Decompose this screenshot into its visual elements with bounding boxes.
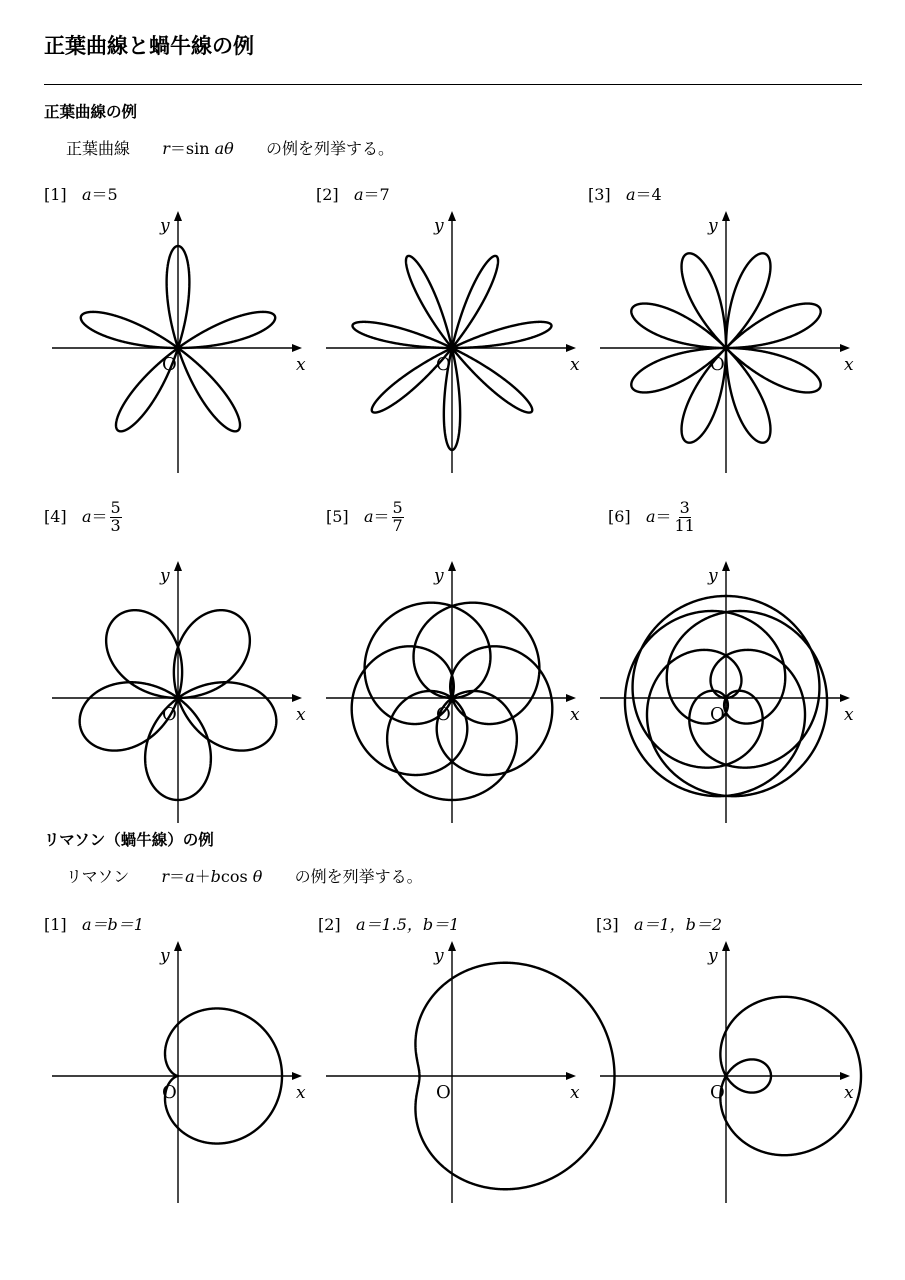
rose-plot-2 (314, 205, 594, 485)
y-axis-arrow (174, 211, 182, 221)
rose-label-4-den: 3 (110, 515, 121, 535)
rose-label-1-var: a (81, 185, 92, 204)
y-axis-arrow (722, 561, 730, 571)
rose-label-3-index: [3] (588, 185, 611, 204)
rose-label-4-num: 5 (110, 498, 121, 517)
limacon-label-3-index: [3] (596, 915, 619, 934)
page-title: 正葉曲線と蝸牛線の例 (44, 34, 254, 58)
rose-label-5-fraction (392, 500, 404, 535)
limacon-plot-2 (314, 935, 594, 1215)
limacon-label-1-text: a＝b＝1 (81, 915, 144, 934)
rose-label-5-eq: ＝ (373, 506, 390, 526)
rose-plot-4 (40, 555, 320, 835)
rose-plot-1 (40, 205, 320, 485)
rose-label-4-eq: ＝ (91, 506, 108, 526)
x-axis-arrow (566, 694, 576, 702)
rose-eq-r: r (162, 139, 170, 158)
rose-plot-3 (588, 205, 868, 485)
y-axis-label: y (434, 946, 444, 966)
y-axis-arrow (174, 561, 182, 571)
rose-intro-lead: 正葉曲線 (66, 139, 131, 158)
rose-label-6-var: a (645, 506, 656, 526)
limacon-eq-a: a (185, 867, 195, 886)
rose-plot-5 (314, 555, 594, 835)
x-axis-label: x (570, 705, 580, 725)
y-axis-label: y (160, 566, 170, 586)
y-axis-label: y (434, 566, 444, 586)
origin-label: O (162, 354, 177, 375)
x-axis-label: x (296, 1083, 306, 1103)
limacon-label-2 (318, 912, 459, 935)
origin-label: O (162, 704, 177, 725)
rose-label-4-var: a (81, 506, 92, 526)
rose-label-2-index: [2] (316, 185, 339, 204)
rose-intro (66, 136, 394, 159)
origin-label: O (436, 354, 451, 375)
y-axis-arrow (448, 211, 456, 221)
limacon-eq-b: b (210, 867, 221, 886)
y-axis-label: y (708, 946, 718, 966)
x-axis-arrow (840, 344, 850, 352)
x-axis-arrow (566, 344, 576, 352)
x-axis-arrow (292, 1072, 302, 1080)
rose-label-1-value: 5 (107, 185, 118, 204)
limacon-plot-1 (40, 935, 320, 1215)
x-axis-arrow (566, 1072, 576, 1080)
limacon-eq-theta: θ (252, 867, 263, 886)
limacon-eq-cos: cos (220, 867, 248, 886)
rose-label-6-num: 3 (679, 498, 690, 517)
x-axis-label: x (844, 1083, 854, 1103)
x-axis-arrow (840, 1072, 850, 1080)
x-axis-arrow (292, 694, 302, 702)
rose-label-4 (44, 500, 122, 535)
rose-label-6-eq: ＝ (655, 506, 672, 526)
y-axis-label: y (708, 566, 718, 586)
rose-label-3-eq: ＝ (635, 185, 652, 204)
x-axis-arrow (292, 344, 302, 352)
rose-label-5-var: a (363, 506, 374, 526)
rose-label-1-eq: ＝ (91, 185, 108, 204)
limacon-plot-3 (588, 935, 868, 1215)
rose-label-3 (588, 182, 662, 205)
rose-label-5 (326, 500, 404, 535)
y-axis-arrow (448, 941, 456, 951)
limacon-label-1 (44, 912, 144, 935)
origin-label: O (436, 1082, 451, 1103)
x-axis-label: x (570, 355, 580, 375)
rose-label-6 (608, 500, 696, 535)
x-axis-arrow (840, 694, 850, 702)
y-axis-arrow (448, 561, 456, 571)
rose-label-6-den: 11 (674, 515, 695, 535)
rose-label-5-num: 5 (392, 498, 403, 517)
rose-label-1 (44, 182, 118, 205)
rose-label-2-eq: ＝ (363, 185, 380, 204)
origin-label: O (436, 704, 451, 725)
limacon-label-3 (596, 912, 722, 935)
x-axis-label: x (570, 1083, 580, 1103)
limacon-eq-plus: ＋ (194, 867, 211, 886)
x-axis-label: x (844, 705, 854, 725)
limacon-eq-equals: ＝ (169, 867, 186, 886)
limacon-intro-lead: リマソン (66, 867, 130, 886)
rose-label-3-var: a (625, 185, 636, 204)
limacon-intro-tail: の例を列挙する。 (294, 867, 423, 886)
limacon-label-1-index: [1] (44, 915, 67, 934)
rose-eq-equals: ＝ (169, 139, 186, 158)
limacon-label-2-text: a＝1.5，b＝1 (355, 915, 460, 934)
rose-label-4-fraction (110, 500, 122, 535)
rose-label-3-value: 4 (651, 185, 662, 204)
rose-label-4-index: [4] (44, 506, 67, 526)
title-divider (44, 84, 862, 85)
origin-label: O (710, 354, 725, 375)
limacon-intro (66, 864, 423, 887)
rose-eq-sin: sin (185, 139, 210, 158)
limacon-label-2-index: [2] (318, 915, 341, 934)
rose-intro-tail: の例を列挙する。 (265, 139, 394, 158)
y-axis-arrow (722, 941, 730, 951)
origin-label: O (162, 1082, 177, 1103)
y-axis-label: y (160, 216, 170, 236)
rose-label-2-var: a (353, 185, 364, 204)
limacon-section-heading: リマソン（蝸牛線）の例 (44, 831, 214, 849)
x-axis-label: x (844, 355, 854, 375)
y-axis-label: y (160, 946, 170, 966)
y-axis-arrow (174, 941, 182, 951)
rose-label-1-index: [1] (44, 185, 67, 204)
y-axis-arrow (722, 211, 730, 221)
origin-label: O (710, 1082, 725, 1103)
rose-label-6-index: [6] (608, 506, 631, 526)
y-axis-label: y (708, 216, 718, 236)
limacon-label-3-text: a＝1，b＝2 (633, 915, 723, 934)
origin-label: O (710, 704, 725, 725)
rose-label-5-den: 7 (392, 515, 403, 535)
rose-label-5-index: [5] (326, 506, 349, 526)
x-axis-label: x (296, 355, 306, 375)
x-axis-label: x (296, 705, 306, 725)
rose-label-2 (316, 182, 390, 205)
rose-plot-6 (588, 555, 868, 835)
rose-eq-atheta: aθ (214, 139, 234, 158)
rose-label-6-fraction (674, 500, 696, 535)
rose-section-heading: 正葉曲線の例 (44, 103, 138, 121)
limacon-eq-r: r (161, 867, 170, 886)
y-axis-label: y (434, 216, 444, 236)
rose-label-2-value: 7 (379, 185, 390, 204)
